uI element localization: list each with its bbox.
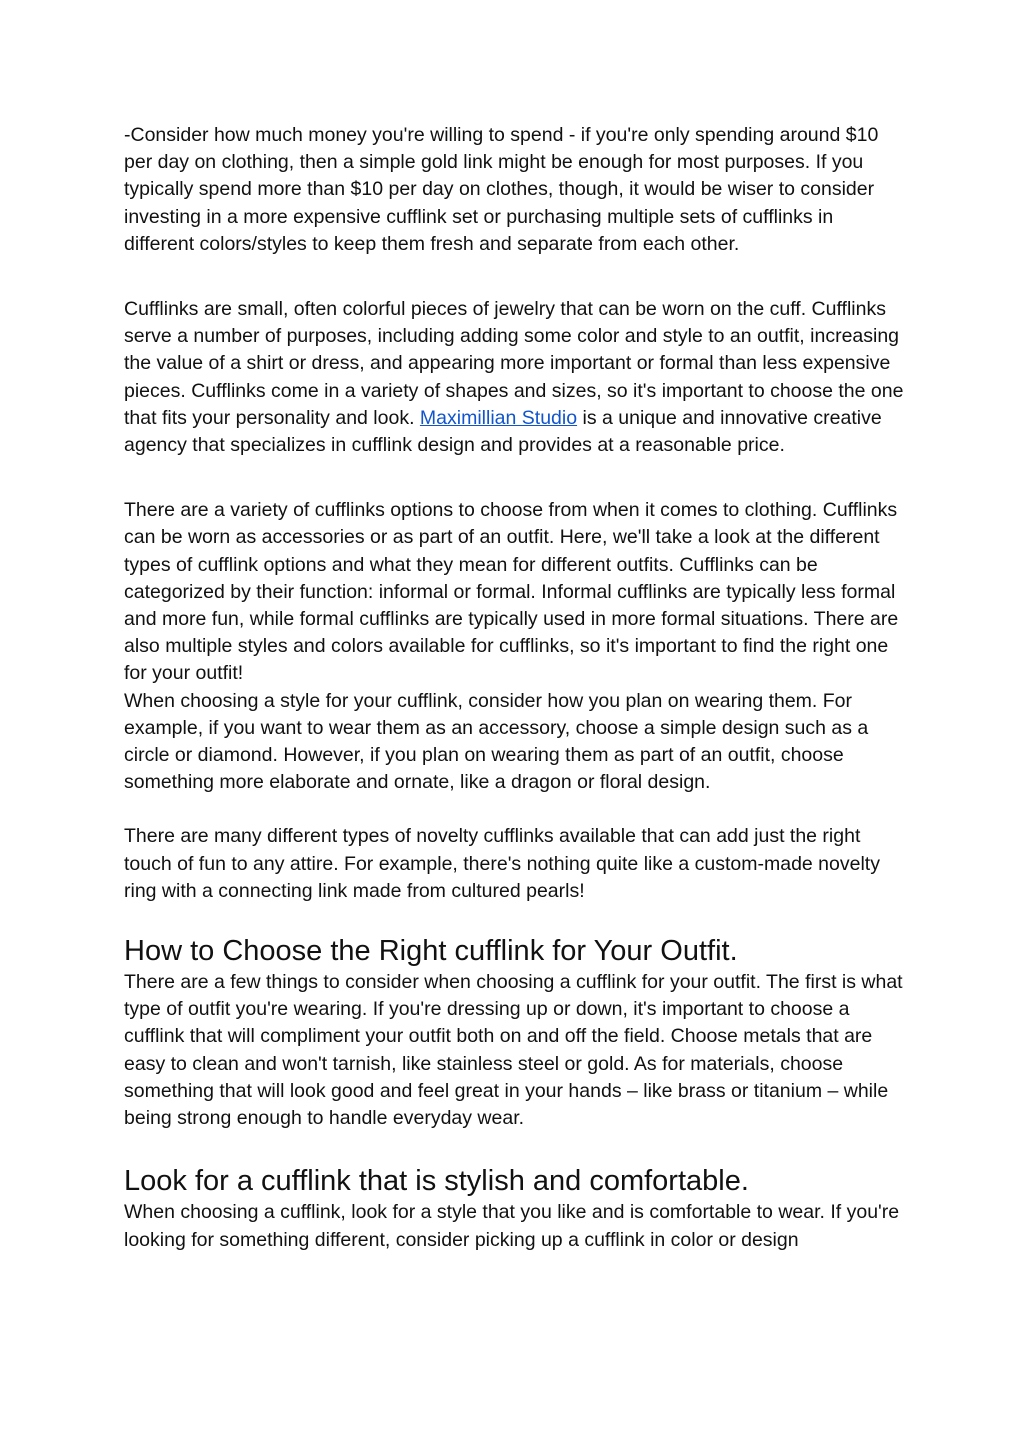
paragraph-choosing-style: When choosing a style for your cufflink, consider how you plan on wearing them. For example, if you want to wear them as an accessory, choose a simple design such as a circle or diamond. However, if you plan on wearing them as part of an outfit, choose something more elaborate and ornate, like a dragon or floral design.: [124, 689, 869, 794]
maximillian-studio-link[interactable]: Maximillian Studio: [419, 406, 578, 429]
paragraph-intro-text-after-link: is a unique and innovative creative agency that specializes in cufflink design and provides at a reasonable price.: [124, 406, 882, 457]
paragraph-outfit-considerations: There are a few things to consider when choosing a cufflink for your outfit. The first is what type of outfit you're wearing. If you're dressing up or down, it's important to choose a cufflink that will compliment your outfit both on and off the field. Choose metals that are easy to clean and won't tarnish, like stainless steel or gold. As for materials, choose something that will look good and feel great in your hands – like brass or titanium – while being strong enough to handle everyday wear.: [124, 971, 903, 1130]
heading-stylish-comfortable: Look for a cufflink that is stylish and comfortable.: [124, 1165, 749, 1198]
heading-choose-right-cufflink: How to Choose the Right cufflink for Your Outfit.: [124, 935, 738, 968]
paragraph-cufflinks-intro: [124, 296, 906, 459]
paragraph-choosing-comfortable: When choosing a cufflink, look for a style that you like and is comfortable to wear. If you're looking for something different, consider picking up a cufflink in color or design: [124, 1201, 900, 1251]
paragraph-novelty-cufflinks: There are many different types of novelty cufflinks available that can add just the right touch of fun to any attire. For example, there's nothing quite like a custom-made novelty ring with a connecting link made from cultured pearls!: [124, 825, 880, 902]
paragraph-budget: -Consider how much money you're willing to spend - if you're only spending around $10 per day on clothing, then a simple gold link might be enough for most purposes. If you typically spend more than $10 per day on clothes, though, it would be wiser to consider investing in a more expensive cufflink set or purchasing multiple sets of cufflinks in different colors/styles to keep them fresh and separate from each other.: [124, 124, 879, 255]
paragraph-intro-text-before-link: Cufflinks are small, often colorful pieces of jewelry that can be worn on the cuff. Cufflinks serve a number of purposes, including adding some color and style to an outfit, increasing the value of a shirt or dress, and appearing more important or formal than less expensive pieces. Cufflinks come in a variety of shapes and sizes, so it's important to choose the one that fits your personality and look.: [124, 298, 904, 429]
document-body: [124, 122, 906, 1254]
paragraph-cufflink-options: There are a variety of cufflinks options to choose from when it comes to clothing. Cufflinks can be worn as accessories or as part of an outfit. Here, we'll take a look at the different types of cufflink options and what they mean for different outfits. Cufflinks can be categorized by their function: informal or formal. Informal cufflinks are typically less formal and more fun, while formal cufflinks are typically used in more formal situations. There are also multiple styles and colors available for cufflinks, so it's important to find the right one for your outfit!: [124, 499, 899, 685]
